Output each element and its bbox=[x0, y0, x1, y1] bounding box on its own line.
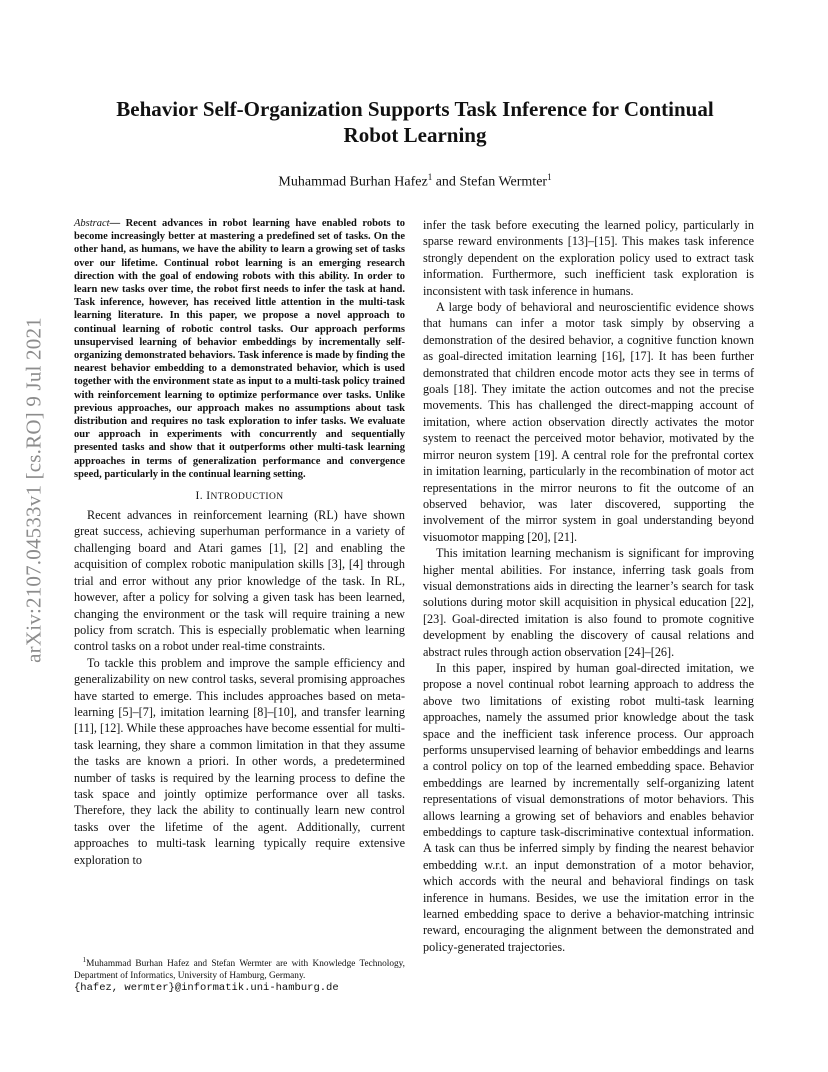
section-title-initial: I bbox=[206, 490, 211, 503]
affiliation-footnote bbox=[74, 954, 405, 994]
author-1: Muhammad Burhan Hafez bbox=[278, 174, 428, 190]
paper-title bbox=[60, 96, 770, 148]
intro-paragraph-2: To tackle this problem and improve the sample efficiency and generalizability on new control tasks, several promising approaches have started to emerge. This includes approaches based on meta-learning [5]–[7], imitation learning [8]–[10], and transfer learning [11], [12]. While these approaches have become essential for multi-task learning, they share a common limitation in that they assume the tasks are known a priori. In other words, a predetermined number of tasks is required by the learning process to define the task space and jointly optimize performance over all tasks. Therefore, they lack the ability to continually learn new control tasks over the lifetime of the agent. Additionally, current approaches to multi-task learning typically require extensive exploration to bbox=[74, 655, 405, 867]
author-2: Stefan Wermter bbox=[459, 174, 548, 190]
right-paragraph-3: This imitation learning mechanism is significant for improving higher mental abilities. For instance, inferring task goals from visual demonstrations aids in directing the learner’s search for task solutions during motor skill acquisition in physical education [22], [23]. Goal-directed imitation is also found to promote cognitive development by enabling the discovery of causal relations and abstract rules through action observation [24]–[26]. bbox=[423, 546, 754, 659]
section-title-rest: NTRODUCTION bbox=[210, 492, 284, 503]
abstract bbox=[74, 217, 405, 481]
right-column bbox=[423, 217, 754, 955]
arxiv-stamp-text: arXiv:2107.04533v1 [cs.RO] 9 Jul 2021 bbox=[21, 317, 46, 663]
footnote-text: Muhammad Burhan Hafez and Stefan Wermter are with Knowledge Technology, Department of Informatics, University of Hamburg, Germany. bbox=[74, 959, 405, 982]
author-line bbox=[60, 172, 770, 191]
author-2-affiliation-mark: 1 bbox=[547, 172, 552, 182]
title-line-2: Robot Learning bbox=[343, 123, 487, 147]
right-paragraph-2: A large body of behavioral and neuroscientific evidence shows that humans can infer a motor task simply by observing a demonstration of the desired behavior, a cognitive function known as goal-directed imitation learning [16], [17]. It has been further demonstrated that children encode motor acts they see in terms of goals [18]. They imitate the action outcomes and not the precise movements. This has challenged the direct-mapping account of imitation, where action observation directly activates the motor system to reenact the perceived motor behavior, motivated by the mirror neuron system [19]. A central role for the prefrontal cortex in imitation learning, particularly in the recombination of motor act representations in the mirror neurons to fit the outcome of an observed behavior, was later discovered, supporting the involvement of the mirror system in goal understanding beyond visuomotor mapping [20], [21]. bbox=[423, 300, 754, 544]
author-emails: {hafez, wermter}@informatik.uni-hamburg.de bbox=[74, 982, 339, 995]
right-paragraph-4: In this paper, inspired by human goal-directed imitation, we propose a novel continual robot learning approach to address the above two limitations of existing robot multi-task learning approaches, namely the assumed prior knowledge about the task space and the inefficient task inference process. Our approach performs unsupervised learning of behavior embeddings and learns a control policy on top of the learned embedding space. Behavior embeddings are learned by incrementally self-organizing latent representations of visual demonstrations of motor behaviors. This allows learning a growing set of behaviors and enables behavior embeddings to capture task-discriminative contextual information. A task can thus be inferred simply by finding the nearest behavior embedding w.r.t. an input demonstration of a motor behavior, which accords with the neural and behavioral findings on task inference in humans. Besides, we use the imitation error in the learned embedding space to derive a behavior-matching intrinsic reward, encouraging the alignment between the demonstrated and policy-generated trajectories. bbox=[423, 660, 754, 954]
abstract-dash: — bbox=[109, 218, 126, 229]
author-conjunction: and bbox=[432, 174, 460, 190]
title-line-1: Behavior Self-Organization Supports Task Inference for Continual bbox=[116, 97, 714, 121]
section-number: I. bbox=[195, 490, 207, 503]
author-1-affiliation-mark: 1 bbox=[427, 172, 433, 182]
section-heading-introduction bbox=[74, 490, 405, 502]
abstract-text: Recent advances in robot learning have enabled robots to become increasingly better at mastering a predefined set of tasks. On the other hand, as humans, we have the ability to learn a growing set of tasks over our lifetime. Continual robot learning is an emerging research direction with the goal of endowing robots with this ability. In order to learn new tasks over time, the robot first needs to infer the task at hand. Task inference, however, has received little attention in the multi-task learning literature. In this paper, we propose a novel approach to continual learning of robotic control tasks. Our approach performs unsupervised learning of behavior embeddings by incrementally self-organizing demonstrated behaviors. Task inference is made by finding the nearest behavior embedding to a demonstrated behavior, which is used together with the environment state as input to a multi-task policy trained with reinforcement learning to optimize performance over tasks. Unlike previous approaches, our approach makes no assumptions about task distribution and requires no task exploration to infer tasks. We evaluate our approach in experiments with concurrently and sequentially presented tasks and show that it outperforms other multi-task learning approaches in terms of generalization performance and convergence speed, particularly in the continual learning setting. bbox=[74, 218, 406, 480]
footnote-mark: 1 bbox=[82, 956, 87, 964]
right-paragraph-1: infer the task before executing the learned policy, particularly in sparse reward environments [13]–[15]. This makes task inference strongly dependent on the exploration policy used to extract task information. Furthermore, such inefficient task exploration is inconsistent with task inference in humans. bbox=[423, 218, 754, 298]
intro-paragraph-1: Recent advances in reinforcement learning (RL) have shown great success, achieving superhuman performance in a variety of challenging board and Atari games [1], [2] and enabling the acquisition of complex robotic manipulation skills [3], [4] through trial and error without any prior knowledge of the task. In RL, however, after a policy for solving a given task has been learned, changing the environment or the task will require training a new policy from scratch. This is especially problematic when learning control tasks on a robot under real-time constraints. bbox=[74, 508, 405, 654]
arxiv-stamp bbox=[14, 300, 54, 680]
left-column bbox=[74, 217, 405, 868]
abstract-lead: Abstract bbox=[74, 218, 110, 229]
